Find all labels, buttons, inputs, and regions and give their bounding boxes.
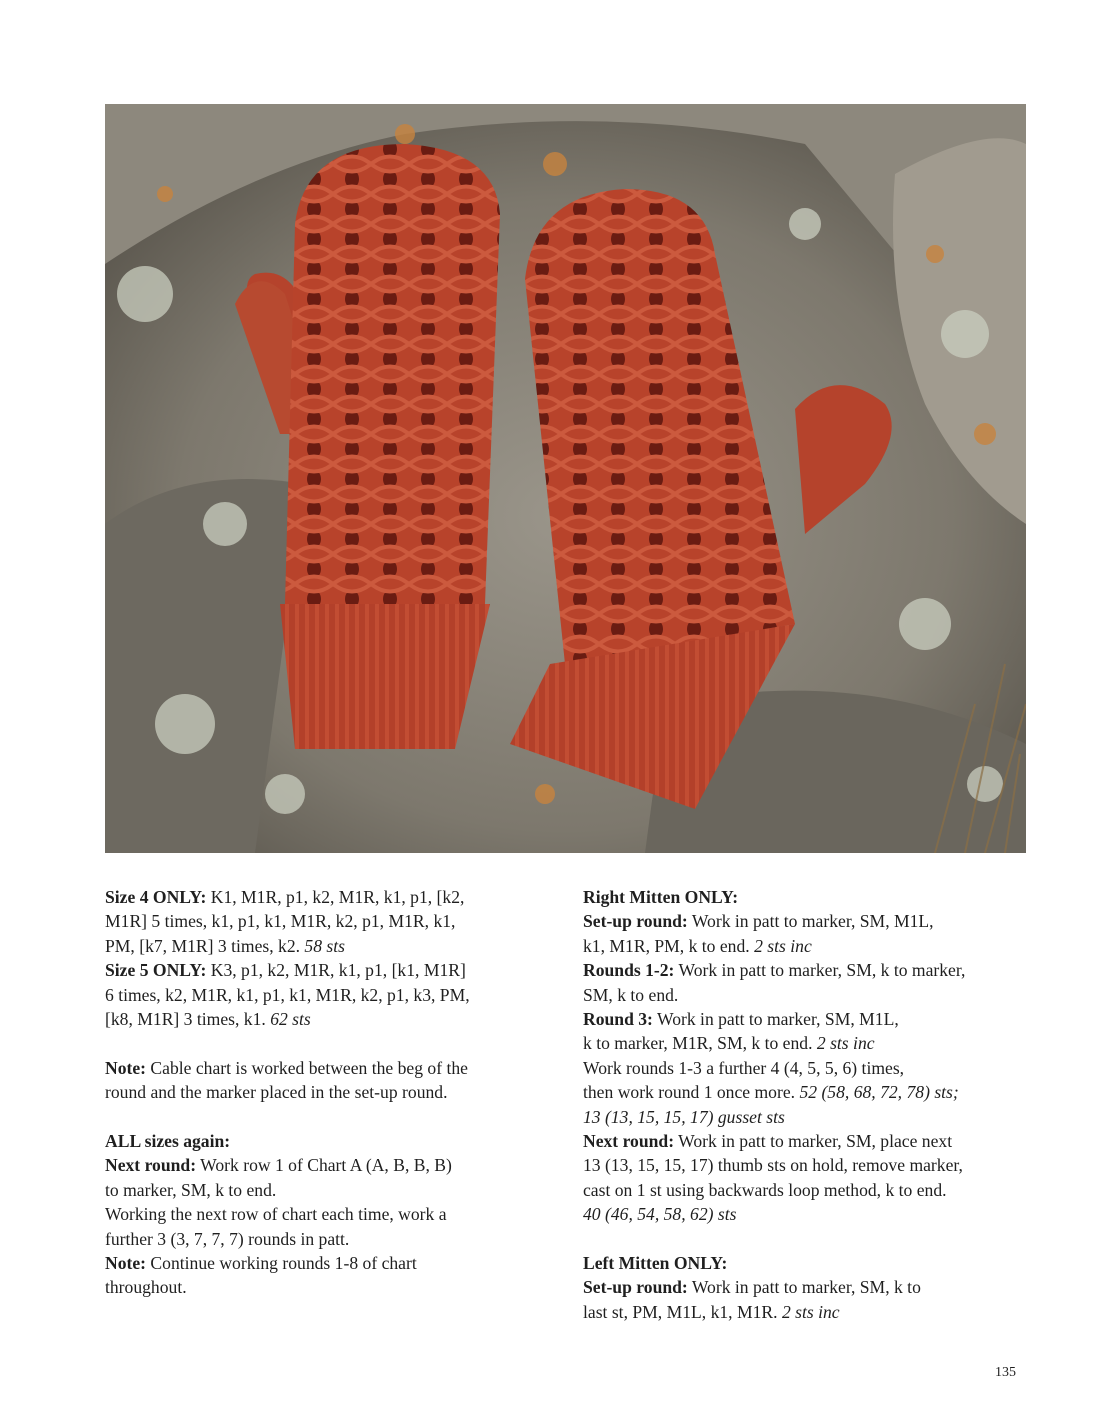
next-round-label: Next round:: [105, 1155, 197, 1176]
size4-line-1: Size 4 ONLY: K1, M1R, p1, k2, M1R, k1, p1, [k2,: [105, 887, 465, 907]
left-setup-line-1: Set-up round: Work in patt to marker, SM, k to: [583, 1277, 921, 1298]
size4-line-2: M1R] 5 times, k1, p1, k1, M1R, k2, p1, M1R, k1,: [105, 911, 456, 932]
work-rounds-line-3: 13 (13, 15, 15, 17) gusset sts: [583, 1106, 785, 1127]
right-next-round-line-2: 13 (13, 15, 15, 17) thumb sts on hold, remove marker,: [583, 1155, 963, 1176]
size4-line-3: PM, [k7, M1R] 3 times, k2. 58 sts: [105, 935, 345, 956]
left-setup-label: Set-up round:: [583, 1277, 688, 1298]
continue-note-line-1: Note: Continue working rounds 1-8 of chart: [105, 1253, 417, 1274]
right-next-round-line-4: 40 (46, 54, 58, 62) sts: [583, 1204, 737, 1225]
round3-line-1: Round 3: Work in patt to marker, SM, M1L,: [583, 1009, 899, 1030]
work-rounds-line-1: Work rounds 1-3 a further 4 (4, 5, 5, 6) times,: [583, 1057, 905, 1078]
left-mitten-heading: Left Mitten ONLY:: [583, 1253, 728, 1274]
working-line-1: Working the next row of chart each time, work a: [105, 1204, 447, 1225]
setup-label: Set-up round:: [583, 911, 688, 932]
all-sizes-heading: ALL sizes again:: [105, 1131, 231, 1152]
size4-count: 58 sts: [304, 935, 345, 956]
working-line-2: further 3 (3, 7, 7, 7) rounds in patt.: [105, 1228, 350, 1249]
left-column: [105, 885, 535, 1300]
right-column: [583, 885, 1028, 1324]
next-round-line-1: Next round: Work row 1 of Chart A (A, B, B, B): [105, 1155, 452, 1176]
continue-note-label: Note:: [105, 1253, 147, 1274]
rounds12-line-2: SM, k to end.: [583, 984, 679, 1005]
size5-count: 62 sts: [270, 1009, 311, 1030]
continue-note-line-2: throughout.: [105, 1277, 187, 1298]
size5-label: Size 5 ONLY:: [105, 960, 207, 981]
round3-label: Round 3:: [583, 1009, 653, 1030]
page-number: 135: [995, 1365, 1016, 1380]
setup-line-1: Set-up round: Work in patt to marker, SM, M1L,: [583, 911, 934, 932]
setup-line-2: k1, M1R, PM, k to end. 2 sts inc: [583, 935, 812, 956]
work-rounds-line-2: then work round 1 once more. 52 (58, 68, 72, 78) sts;: [583, 1082, 959, 1103]
round3-line-2: k to marker, M1R, SM, k to end. 2 sts inc: [583, 1033, 875, 1054]
note-label: Note:: [105, 1057, 147, 1078]
right-next-round-line-3: cast on 1 st using backwards loop method, k to end.: [583, 1179, 947, 1200]
left-setup-line-2: last st, PM, M1L, k1, M1R. 2 sts inc: [583, 1301, 840, 1322]
right-next-round-line-1: Next round: Work in patt to marker, SM, place next: [583, 1131, 953, 1152]
right-next-round-label: Next round:: [583, 1131, 675, 1152]
size5-line-1: Size 5 ONLY: K3, p1, k2, M1R, k1, p1, [k1, M1R]: [105, 960, 466, 981]
next-round-line-2: to marker, SM, k to end.: [105, 1179, 277, 1200]
right-mitten-heading: Right Mitten ONLY:: [583, 887, 739, 907]
rounds12-label: Rounds 1-2:: [583, 960, 675, 981]
rounds12-line-1: Rounds 1-2: Work in patt to marker, SM, k to marker,: [583, 960, 966, 981]
mittens-photo: [105, 104, 1026, 853]
size4-label: Size 4 ONLY:: [105, 887, 207, 907]
note-line-2: round and the marker placed in the set-up round.: [105, 1082, 448, 1103]
size5-line-2: 6 times, k2, M1R, k1, p1, k1, M1R, k2, p1, k3, PM,: [105, 984, 470, 1005]
knitted-mittens-photo-icon: [105, 104, 1026, 853]
size5-line-3: [k8, M1R] 3 times, k1. 62 sts: [105, 1009, 311, 1030]
note-line-1: Note: Cable chart is worked between the beg of the: [105, 1057, 468, 1078]
